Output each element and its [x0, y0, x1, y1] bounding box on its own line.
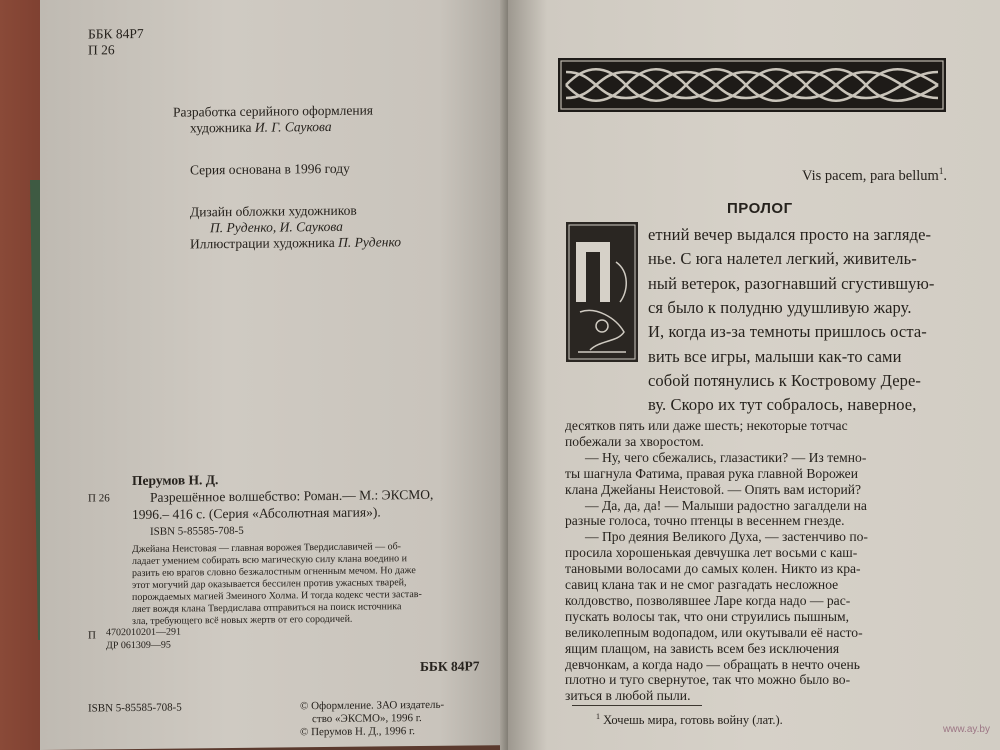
- body-line: девчонкам, а когда надо — обращать в нечто очень: [565, 656, 860, 672]
- design-credit-line2: художника И. Г. Саукова: [190, 118, 332, 136]
- body-line: ву. Скоро их тут собралось, наверное,: [648, 395, 917, 414]
- body-line: клана Джейаны Неистовой. — Опять вам историй?: [565, 481, 862, 497]
- illustrations-credit: Иллюстрации художника П. Руденко: [190, 234, 402, 252]
- catalog-code: П 26: [88, 492, 110, 505]
- isbn-line: ISBN 5-85585-708-5: [150, 524, 244, 538]
- annotation-line: зла, требующего всё новых жертв от его сородичей.: [132, 613, 353, 628]
- cover-design-line2: П. Руденко, И. Саукова: [210, 218, 343, 236]
- copyright-line2: ство «ЭКСМО», 1996 г.: [312, 712, 422, 726]
- body-line: пускать волосы так, что они струились пышным,: [565, 608, 850, 624]
- body-line: савиц клана так и не смог разгадать несложное: [565, 577, 839, 592]
- body-line: десятков пять или даже шесть; некоторые тотчас: [565, 418, 848, 433]
- body-line: нье. С юга налетел легкий, живитель-: [648, 249, 917, 268]
- cover-design-line1: Дизайн обложки художников: [190, 202, 357, 220]
- body-line: — Ну, чего сбежались, глазастики? — Из темно-: [585, 449, 867, 465]
- body-line: — Да, да, да! — Малыши радостно загалдели на: [585, 497, 867, 513]
- body-line: тановыми волосами до самых колен. Никто из кра-: [565, 561, 861, 577]
- chapter-heading: ПРОЛОГ: [727, 200, 793, 217]
- body-line: ся было к полудню удушливую жару.: [648, 298, 912, 317]
- copyright-line1: © Оформление. ЗАО издатель-: [300, 698, 445, 713]
- annotation-line: разить ею врагов словно безжалостным огненным мечом. Но даже: [132, 565, 416, 580]
- book-title-line2: 1996.– 416 с. (Серия «Абсолютная магия»).: [132, 504, 381, 523]
- index-prefix: П: [88, 629, 96, 642]
- footnote: $^1$ Хочешь мира, готовь войну (лат.).: [596, 712, 783, 728]
- annotation-line: порождаемых магией Змеиного Холма. И тогда кодекс чести застав-: [132, 589, 422, 604]
- body-line: ящим плащом, на зависть всем без исключения: [565, 640, 840, 656]
- isbn-bottom: ISBN 5-85585-708-5: [88, 701, 182, 715]
- annotation-line: этот могучий дар оказывается бессилен против ужасных тварей,: [132, 577, 407, 592]
- body-line: просила хорошенькая девчушка лет восьми с каш-: [565, 545, 858, 561]
- body-line: вить все игры, малыши как-то сами: [648, 347, 902, 366]
- body-line: ты шагнула Фатима, правая рука главной Ворожеи: [565, 465, 858, 481]
- series-founded: Серия основана в 1996 году: [190, 160, 350, 178]
- design-credit-line1: Разработка серийного оформления: [173, 102, 374, 120]
- annotation-line: ладает умением собирать всю магическую силу клана воедино и: [132, 553, 408, 568]
- body-line: собой потянулись к Костровому Дере-: [648, 371, 922, 390]
- celtic-knot-ornament: [558, 58, 946, 112]
- annotation-line: ляет вождя клана Твердислава отправиться на поиск источника: [132, 601, 402, 616]
- body-line: плотно и туго свернутое, так что можно было во-: [565, 672, 851, 688]
- left-page: [40, 0, 510, 750]
- body-line: великолепным водопадом, или окутывали её насто-: [565, 624, 863, 640]
- body-line: колдовство, позволявшее Ларе когда надо — рас-: [565, 592, 851, 608]
- index-line1: 4702010201—291: [106, 626, 181, 639]
- body-line: ный ветерок, разогнавший сгустившую-: [648, 274, 935, 293]
- copyright-line3: © Перумов Н. Д., 1996 г.: [300, 725, 416, 739]
- catalog-code-top: П 26: [88, 42, 115, 58]
- body-line: И, когда из-за темноты пришлось оста-: [648, 322, 927, 341]
- index-line2: ДР 061309—95: [106, 639, 171, 652]
- body-line: зиться в любой пыли.: [565, 688, 691, 704]
- book-title-line1: Разрешённое волшебство: Роман.— М.: ЭКСМО,: [150, 486, 434, 505]
- annotation-line: Джейана Неистовая — главная ворожея Твердиславичей — об-: [132, 541, 401, 556]
- body-line: етний вечер выдался просто на загляде-: [648, 225, 932, 244]
- drop-cap-letter-l-icon: [566, 222, 638, 362]
- watermark: www.ay.by: [942, 724, 990, 735]
- bbk-code-top: ББК 84Р7: [88, 25, 144, 42]
- body-line: побежали за хворостом.: [565, 433, 704, 449]
- footnote-rule: [572, 705, 702, 706]
- author-name: Перумов Н. Д.: [132, 472, 219, 489]
- epigraph: Vis pacem, para bellum$^1$.: [802, 166, 947, 184]
- body-line: — Про деяния Великого Духа, — застенчиво по-: [585, 529, 868, 545]
- bbk-code-bottom: ББК 84Р7: [420, 658, 480, 675]
- body-line: разные голоса, точно птенцы в весеннем гнезде.: [565, 513, 845, 529]
